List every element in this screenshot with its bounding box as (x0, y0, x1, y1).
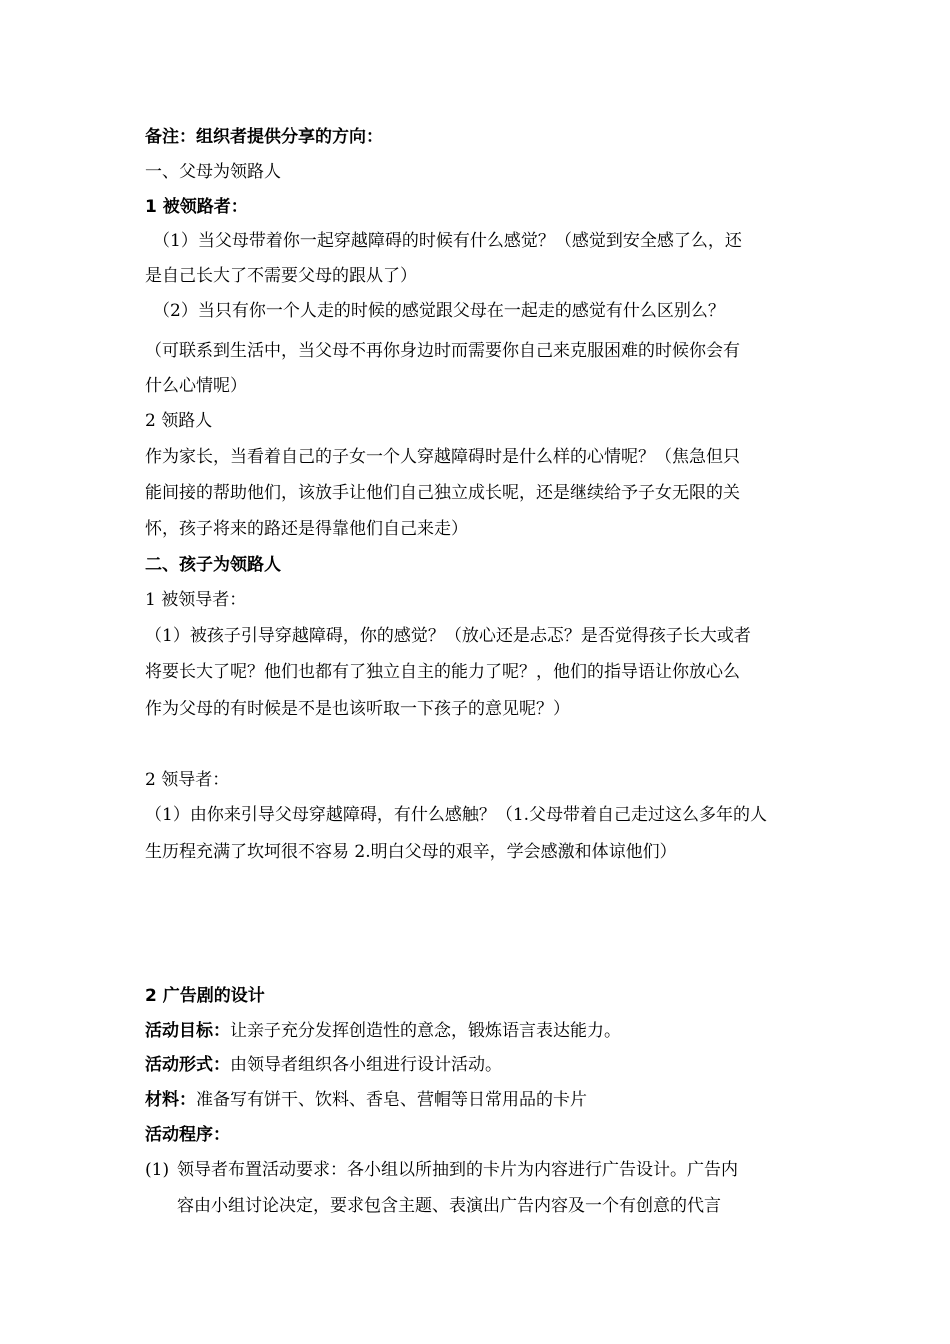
section1-q2-line2: （可联系到生活中，当父母不再你身边时而需要你自己来克服困难的时候你会有 (145, 341, 740, 361)
section2-subtitle1: 1 被领导者： (145, 590, 247, 610)
section1-q1-line2: 是自己长大了不需要父母的跟从了） (145, 266, 417, 286)
material-label: 材料： (145, 1090, 196, 1110)
section1-subtitle2: 2 领路人 (145, 411, 213, 431)
section1-paragraph-line3: 怀，孩子将来的路还是得靠他们自己来走） (145, 519, 468, 539)
procedure1-line2: 容由小组讨论决定，要求包含主题、表演出广告内容及一个有创意的代言 (177, 1196, 721, 1216)
procedure-label: 活动程序： (145, 1125, 230, 1145)
section2-q2-line2: 生历程充满了坎坷很不容易 2.明白父母的艰辛，学会感激和体谅他们） (145, 842, 677, 862)
form-label: 活动形式： (145, 1055, 230, 1075)
material-line (145, 1090, 587, 1110)
note-heading: 备注：组织者提供分享的方向： (145, 127, 383, 147)
section1-q2-line1: （2）当只有你一个人走的时候的感觉跟父母在一起走的感觉有什么区别么？ (153, 301, 725, 321)
procedure1-line1: 领导者布置活动要求：各小组以所抽到的卡片为内容进行广告设计。广告内 (177, 1160, 738, 1180)
goal-label: 活动目标： (145, 1021, 230, 1041)
section2-q1-line1: （1）被孩子引导穿越障碍，你的感觉？（放心还是忐忑？是否觉得孩子长大或者 (145, 626, 751, 646)
section2-subtitle2: 2 领导者： (145, 770, 230, 790)
material-text: 准备写有饼干、饮料、香皂、营帽等日常用品的卡片 (196, 1090, 587, 1110)
section1-q2-line3: 什么心情呢） (145, 376, 247, 396)
section2-q1-line3: 作为父母的有时候是不是也该听取一下孩子的意见呢？） (145, 699, 570, 719)
goal-line (145, 1021, 621, 1041)
section1-title: 一、父母为领路人 (145, 162, 281, 182)
form-text: 由领导者组织各小组进行设计活动。 (230, 1055, 502, 1075)
goal-text: 让亲子充分发挥创造性的意念，锻炼语言表达能力。 (230, 1021, 621, 1041)
form-line (145, 1055, 502, 1075)
procedure1-number: (1) (145, 1160, 170, 1180)
section1-paragraph-line2: 能间接的帮助他们，该放手让他们自己独立成长呢，还是继续给予子女无限的关 (145, 483, 740, 503)
section1-q1-line1: （1）当父母带着你一起穿越障碍的时候有什么感觉？（感觉到安全感了么，还 (153, 231, 742, 251)
section1-paragraph-line1: 作为家长，当看着自己的子女一个人穿越障碍时是什么样的心情呢？（焦急但只 (145, 447, 740, 467)
section2-q2-line1: （1）由你来引导父母穿越障碍，有什么感触？（1.父母带着自己走过这么多年的人 (145, 805, 768, 825)
section2-q1-line2: 将要长大了呢？他们也都有了独立自主的能力了呢？，他们的指导语让你放心么 (145, 662, 740, 682)
section1-subtitle1: 1 被领路者： (145, 197, 248, 217)
activity-title: 2 广告剧的设计 (145, 986, 265, 1006)
section2-title: 二、孩子为领路人 (145, 555, 281, 575)
